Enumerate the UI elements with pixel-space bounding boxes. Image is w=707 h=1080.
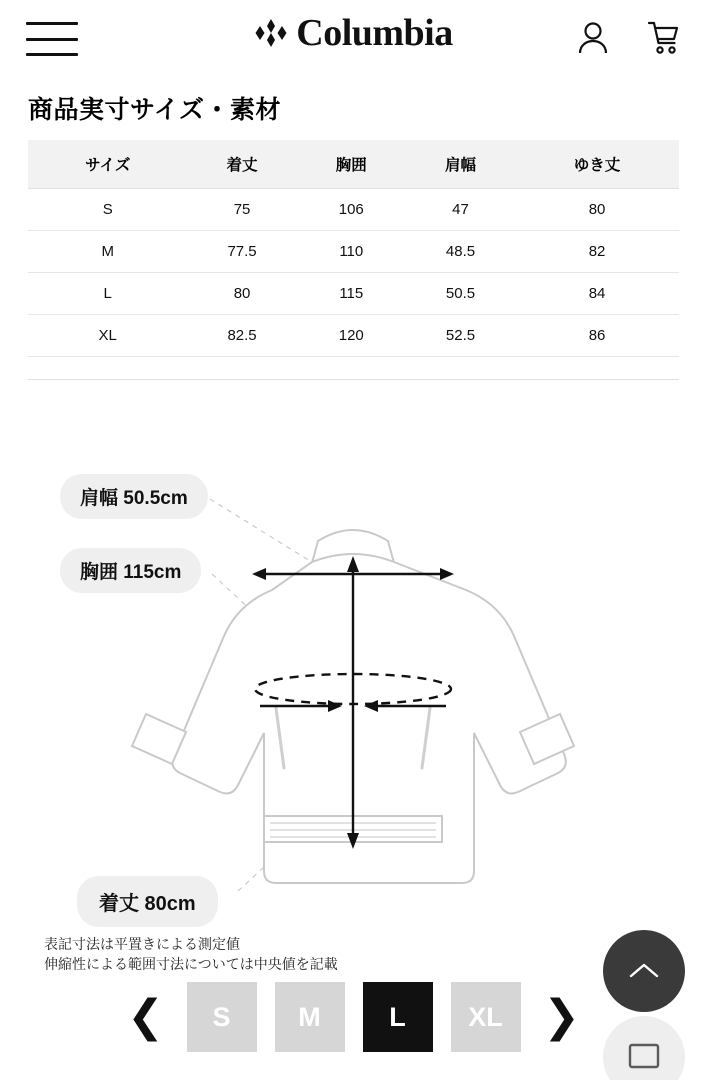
prev-size-button[interactable]: ❮: [127, 991, 164, 1042]
section-divider-wrapper: [0, 357, 707, 380]
cell-length: 82.5: [187, 315, 296, 357]
cell-chest: 110: [297, 231, 406, 273]
column-header-chest: 胸囲: [297, 140, 406, 189]
page-title: 商品実寸サイズ・素材: [28, 96, 282, 124]
size-option-s[interactable]: S: [187, 982, 257, 1052]
table-row: [28, 231, 679, 273]
cell-sleeve: 86: [515, 315, 679, 357]
cell-chest: 115: [297, 273, 406, 315]
jacket-outline-illustration: [0, 386, 707, 946]
cell-size: L: [28, 273, 187, 315]
table-row: [28, 315, 679, 357]
cell-shoulder: 50.5: [406, 273, 515, 315]
chat-bubble-icon: [626, 1040, 662, 1074]
callout-shoulder: 肩幅 50.5cm: [60, 474, 208, 519]
column-header-sleeve: ゆき丈: [515, 140, 679, 189]
cell-length: 77.5: [187, 231, 296, 273]
cell-shoulder: 47: [406, 189, 515, 231]
site-header: [0, 0, 707, 78]
cell-shoulder: 52.5: [406, 315, 515, 357]
cell-length: 80: [187, 273, 296, 315]
size-table: [28, 140, 679, 357]
scroll-to-top-button[interactable]: [603, 930, 685, 1012]
table-row: [28, 273, 679, 315]
columbia-diamond-logo-icon: [254, 18, 288, 48]
brand-name: Columbia: [296, 12, 453, 54]
size-pager: [0, 962, 707, 1072]
account-person-icon[interactable]: [571, 14, 615, 62]
cell-sleeve: 80: [515, 189, 679, 231]
cell-sleeve: 84: [515, 273, 679, 315]
size-table-wrapper: [0, 140, 707, 357]
size-table-body: [28, 189, 679, 357]
table-row: [28, 189, 679, 231]
measurement-diagram: [0, 386, 707, 973]
note-line-1: 表記寸法は平置きによる測定値: [44, 936, 240, 952]
cell-sleeve: 82: [515, 231, 679, 273]
cell-chest: 120: [297, 315, 406, 357]
hamburger-line: [26, 22, 78, 25]
header-actions: [571, 14, 685, 62]
callout-length: 着丈 80cm: [77, 876, 218, 927]
table-header-row: [28, 140, 679, 189]
column-header-shoulder: 肩幅: [406, 140, 515, 189]
size-table-head: [28, 140, 679, 189]
chevron-up-icon: [627, 959, 661, 983]
hamburger-line: [26, 38, 78, 41]
section-divider: [28, 379, 679, 380]
column-header-length: 着丈: [187, 140, 296, 189]
cell-shoulder: 48.5: [406, 231, 515, 273]
cell-size: XL: [28, 315, 187, 357]
size-option-xl[interactable]: XL: [451, 982, 521, 1052]
hamburger-menu-icon[interactable]: [26, 22, 78, 56]
shopping-cart-icon[interactable]: [641, 14, 685, 62]
cell-size: S: [28, 189, 187, 231]
note-line-2: 伸縮性による範囲寸法については中央値を記載: [44, 956, 338, 973]
size-option-l[interactable]: L: [363, 982, 433, 1052]
cell-size: M: [28, 231, 187, 273]
callout-chest: 胸囲 115cm: [60, 548, 201, 593]
column-header-size: サイズ: [28, 140, 187, 189]
cell-chest: 106: [297, 189, 406, 231]
size-option-m[interactable]: M: [275, 982, 345, 1052]
hamburger-line: [26, 53, 78, 56]
next-size-button[interactable]: ❯: [543, 991, 580, 1042]
cell-length: 75: [187, 189, 296, 231]
